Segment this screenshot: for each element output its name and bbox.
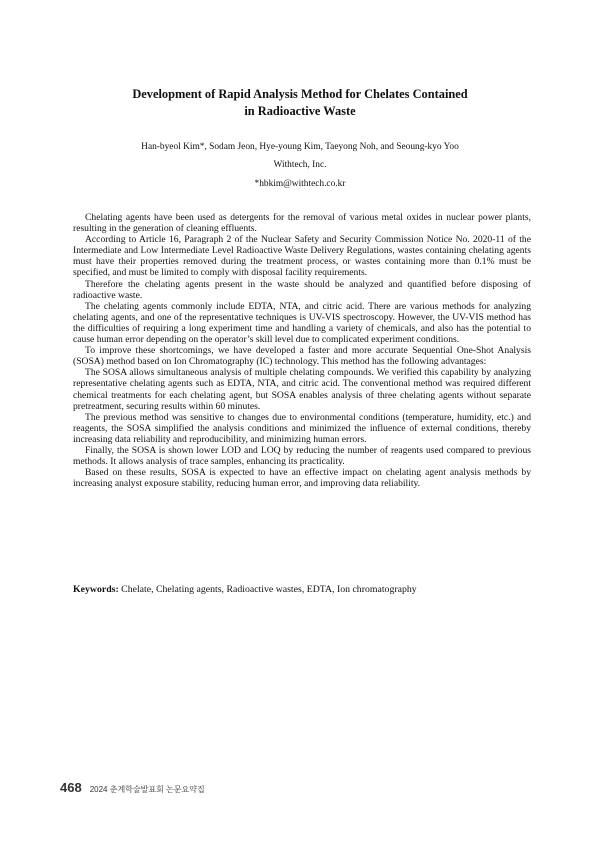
keywords-line [73, 584, 531, 596]
paragraph: According to Article 16, Paragraph 2 of the Nuclear Safety and Security Commission Notice No. 2020-11 of the Intermediate and Low Intermediate Level Radioactive Waste Delivery Regulations, wastes containing chelating agents must have their properties removed during the treatment process, or wastes containing more than 0.1% must be specified, and must be limited to comply with disposal facility requirements. [73, 234, 531, 279]
paragraph: The previous method was sensitive to changes due to environmental conditions (temperature, humidity, etc.) and reagents, the SOSA simplified the analysis conditions and minimized the influence of external conditions, thereby increasing data reliability and reproducibility, and minimizing human errors. [73, 411, 531, 445]
paragraph: Finally, the SOSA is shown lower LOD and LOQ by reducing the number of reagents used compared to previous methods. It allows analysis of trace samples, enhancing its practicality. [73, 444, 531, 468]
keywords-list: Chelate, Chelating agents, Radioactive wastes, EDTA, Ion chromatography [121, 584, 417, 595]
title-line-2: in Radioactive Waste [244, 104, 356, 118]
paper-title [60, 86, 540, 120]
corresponding-email: *hbkim@withtech.co.kr [254, 179, 346, 189]
title-line-1: Development of Rapid Analysis Method for Chelates Contained [132, 87, 468, 101]
paragraph: Based on these results, SOSA is expected to have an effective impact on chelating agent analysis methods by increasing analyst exposure stability, reducing human error, and improving data reliability. [73, 467, 531, 490]
keywords-label: Keywords: [73, 584, 119, 595]
paragraph: The SOSA allows simultaneous analysis of multiple chelating compounds. We verified this capability by analyzing representative chelating agents such as EDTA, NTA, and citric acid. The conventional method was required different chemical treatments for each chelating agent, but SOSA enables analysis of three chelating agents without separate pretreatment, securing results within 60 minutes. [73, 367, 531, 412]
abstract-body [73, 212, 531, 489]
paragraph: Therefore the chelating agents present in the waste should be analyzed and quantified before disposing of radioactive waste. [73, 278, 531, 301]
affiliation: Withtech, Inc. [273, 160, 327, 170]
paragraph: The chelating agents commonly include EDTA, NTA, and citric acid. There are various methods for analyzing chelating agents, and one of the representative techniques is UV-VIS spectroscopy. However, the UV-VIS method has the difficulties of requiring a long experiment time and handling a variety of chemicals, and also has the potential to cause human error depending on the operator’s skill level due to complicated experiment conditions. [73, 300, 531, 346]
page-number: 468 [60, 780, 82, 795]
page-footer [60, 780, 205, 795]
paragraph: To improve these shortcomings, we have developed a faster and more accurate Sequential One-Shot Analysis (SOSA) method based on Ion Chromatography (IC) technology. This method has the following advantages: [73, 345, 531, 368]
running-title: 2024 춘계학술발표회 논문요약집 [89, 785, 205, 794]
author-list: Han-byeol Kim*, Sodam Jeon, Hye-young Kim, Taeyong Noh, and Seoung-kyo Yoo [141, 142, 459, 152]
paragraph: Chelating agents have been used as detergents for the removal of various metal oxides in nuclear power plants, resulting in the generation of cleaning effluents. [73, 212, 531, 235]
